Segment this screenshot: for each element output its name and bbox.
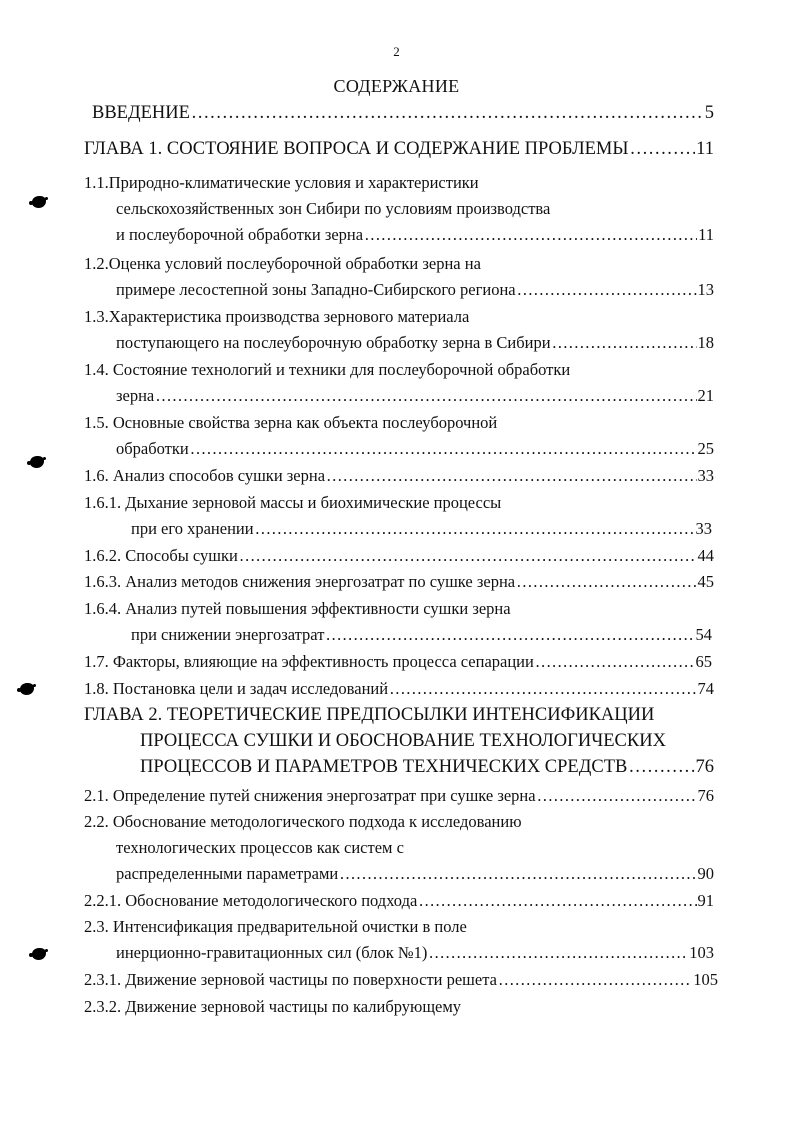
toc-entry-1-6-3[interactable]: [84, 569, 714, 595]
dot-leader: [255, 516, 695, 542]
toc-page-number: 11: [698, 225, 714, 244]
toc-entry-1-6-2[interactable]: [84, 543, 714, 569]
toc-entry-text: 2.3. Интенсификация предварительной очистки в поле: [84, 917, 467, 936]
toc-entry-1-8[interactable]: [84, 676, 714, 702]
dot-leader: [339, 861, 696, 887]
toc-page-number: 65: [695, 652, 712, 671]
toc-entry-chapter-2[interactable]: [84, 702, 714, 780]
dot-leader: [326, 463, 696, 489]
toc-line: [84, 649, 714, 675]
dot-leader: [190, 436, 697, 462]
dot-leader: [498, 967, 692, 993]
toc-line: [84, 222, 714, 248]
toc-page-number: 44: [697, 546, 714, 565]
toc-entry-2-3-1[interactable]: [84, 967, 718, 993]
toc-entry-text: ГЛАВА 2. ТЕОРЕТИЧЕСКИЕ ПРЕДПОСЫЛКИ ИНТЕНСИФИКАЦИИ: [84, 705, 655, 725]
toc-entry-text: 1.4. Состояние технологий и техники для послеуборочной обработки: [84, 360, 571, 379]
toc-page-number: 13: [697, 280, 714, 299]
toc-line: [84, 861, 714, 887]
dot-leader: [630, 136, 696, 162]
toc-entry-1-6-4[interactable]: [84, 596, 714, 648]
toc-entry-text: и послеуборочной обработки зерна: [116, 225, 364, 244]
toc-page-number: 54: [695, 625, 712, 644]
toc-page-number: 76: [697, 786, 714, 805]
toc-entry-text: инерционно-гравитационных сил (блок №1): [116, 943, 428, 962]
dot-leader: [239, 543, 697, 569]
dot-leader: [516, 569, 696, 595]
toc-entry-text: зерна: [116, 386, 155, 405]
dot-leader: [155, 383, 696, 409]
toc-entry-1-3[interactable]: [84, 304, 714, 356]
toc-line: [92, 100, 714, 126]
toc-entry-2-3[interactable]: [84, 914, 714, 966]
toc-line: [84, 888, 714, 914]
toc-entry-2-2[interactable]: [84, 809, 714, 887]
toc-entry-text: 2.2. Обоснование методологического подхода к исследованию: [84, 812, 522, 831]
toc-entry-text: 2.1. Определение путей снижения энергозатрат при сушке зерна: [84, 786, 536, 805]
toc-line: [84, 569, 714, 595]
toc-line: [84, 967, 718, 993]
dot-leader: [191, 100, 704, 126]
dot-leader: [428, 940, 688, 966]
toc-page-number: 5: [704, 103, 714, 123]
toc-entry-2-3-2[interactable]: [84, 994, 714, 1020]
toc-page-number: 21: [697, 386, 714, 405]
toc-entry-text: 1.2.Оценка условий послеуборочной обработки зерна на: [84, 254, 481, 273]
toc-entry-chapter-1[interactable]: [84, 136, 714, 162]
toc-entry-2-1[interactable]: [84, 783, 714, 809]
toc-entry-text: поступающего на послеуборочную обработку зерна в Сибири: [116, 333, 551, 352]
toc-entry-1-5[interactable]: [84, 410, 714, 462]
toc-page-number: 105: [693, 970, 718, 989]
dot-leader: [628, 754, 694, 780]
toc-entry-text: 1.8. Постановка цели и задач исследований: [84, 679, 389, 698]
toc-entry-text: технологических процессов как систем с: [116, 838, 404, 857]
dot-leader: [537, 783, 697, 809]
toc-entry-1-7[interactable]: [84, 649, 714, 675]
toc-entry-text: обработки: [116, 439, 189, 458]
toc-page-number: 90: [697, 864, 714, 883]
toc-entry-text: 1.3.Характеристика производства зернового материала: [84, 307, 470, 326]
toc-line: [84, 622, 714, 648]
toc-line: [84, 940, 714, 966]
toc-line: [84, 463, 714, 489]
toc-entry-text: 1.6.2. Способы сушки: [84, 546, 238, 565]
toc-line: [84, 436, 714, 462]
toc-entry-text: 1.6. Анализ способов сушки зерна: [84, 466, 326, 485]
toc-entry-text: 1.6.1. Дыхание зерновой массы и биохимические процессы: [84, 493, 502, 512]
toc-entry-text: 1.6.4. Анализ путей повышения эффективности сушки зерна: [84, 599, 511, 618]
toc-entry-text: 1.6.3. Анализ методов снижения энергозатрат по сушке зерна: [84, 572, 516, 591]
toc-page-number: 33: [697, 466, 714, 485]
dot-leader: [517, 277, 697, 303]
toc-entry-2-2-1[interactable]: [84, 888, 714, 914]
toc-entry-1-1[interactable]: [84, 170, 714, 248]
toc-page-number: 74: [697, 679, 714, 698]
toc-page-number: 33: [695, 519, 712, 538]
toc-entry-text: ГЛАВА 1. СОСТОЯНИЕ ВОПРОСА И СОДЕРЖАНИЕ ПРОБЛЕМЫ: [84, 139, 629, 159]
dot-leader: [364, 222, 697, 248]
toc-entry-text: 2.2.1. Обоснование методологического подхода: [84, 891, 418, 910]
toc-line: [84, 754, 714, 780]
toc-entry-text: распределенными параметрами: [116, 864, 339, 883]
toc-line: [84, 330, 714, 356]
toc-entry-text: 1.1.Природно-климатические условия и характеристики: [84, 173, 479, 192]
toc-line: [84, 676, 714, 702]
toc-line: [84, 383, 714, 409]
toc-line: [84, 136, 714, 162]
toc-entry-introduction[interactable]: [92, 100, 714, 126]
toc-entry-1-6-1[interactable]: [84, 490, 714, 542]
dot-leader: [552, 330, 697, 356]
toc-page-number: 103: [689, 943, 714, 962]
toc-title: СОДЕРЖАНИЕ: [333, 76, 460, 96]
toc-entry-text: при его хранении: [131, 519, 254, 538]
toc-entry-text: ПРОЦЕССОВ И ПАРАМЕТРОВ ТЕХНИЧЕСКИХ СРЕДСТВ: [140, 757, 628, 777]
toc-entry-text: 1.5. Основные свойства зерна как объекта послеуборочной: [84, 413, 498, 432]
toc-line: [84, 543, 714, 569]
toc-page-number: 11: [696, 139, 714, 159]
toc-entry-text: 2.3.2. Движение зерновой частицы по калибрующему: [84, 997, 462, 1016]
toc-entry-1-4[interactable]: [84, 357, 714, 409]
dot-leader: [325, 622, 694, 648]
toc-entry-text: при снижении энергозатрат: [131, 625, 325, 644]
toc-entry-1-6[interactable]: [84, 463, 714, 489]
toc-entry-text: сельскохозяйственных зон Сибири по условиям производства: [116, 199, 551, 218]
toc-page-number: 18: [697, 333, 714, 352]
toc-entry-1-2[interactable]: [84, 251, 714, 303]
toc-line: [84, 783, 714, 809]
toc-page-number: 76: [695, 757, 714, 777]
toc-line: [84, 516, 714, 542]
toc-entry-text: примере лесостепной зоны Западно-Сибирского региона: [116, 280, 516, 299]
page-number: 2: [393, 44, 400, 59]
toc-entry-text: ПРОЦЕССА СУШКИ И ОБОСНОВАНИЕ ТЕХНОЛОГИЧЕСКИХ: [140, 731, 666, 751]
dot-leader: [418, 888, 696, 914]
toc-entry-text: 2.3.1. Движение зерновой частицы по поверхности решета: [84, 970, 497, 989]
dot-leader: [535, 649, 695, 675]
toc-page-number: 91: [697, 891, 714, 910]
toc-page-number: 25: [697, 439, 714, 458]
toc-entry-text: ВВЕДЕНИЕ: [92, 103, 190, 123]
toc-line: [84, 277, 714, 303]
toc-entry-text: 1.7. Факторы, влияющие на эффективность процесса сепарации: [84, 652, 534, 671]
toc-page-number: 45: [697, 572, 714, 591]
dot-leader: [389, 676, 696, 702]
